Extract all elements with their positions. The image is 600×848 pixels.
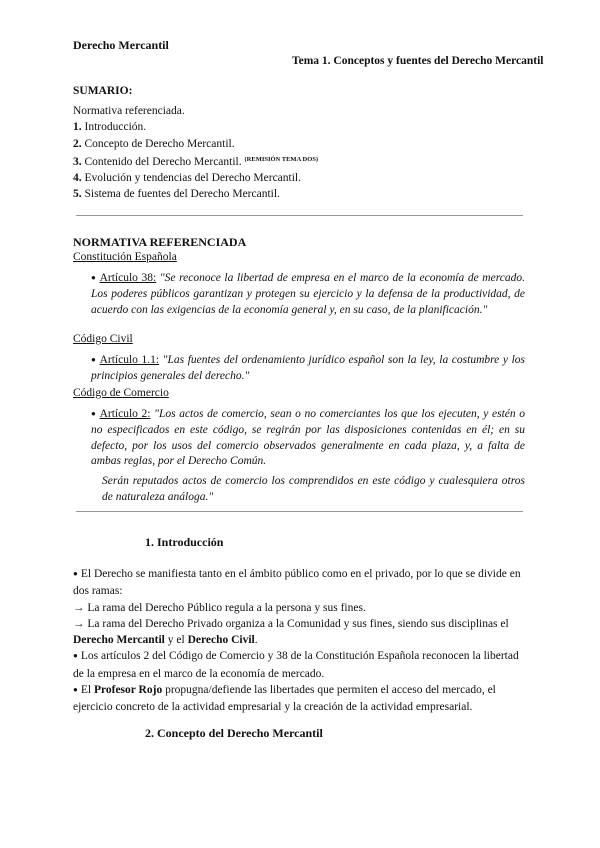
summary-item: 1. Introducción. bbox=[73, 121, 147, 134]
paragraph: ● El Derecho se manifiesta tanto en el ámbito público como en el privado, por lo que se divide en dos ramas: bbox=[73, 568, 521, 598]
paragraph: ● Los artículos 2 del Código de Comercio y 38 de la Constitución Española reconocen la libertad de la empresa en el marco de la economía de mercado. bbox=[73, 650, 519, 680]
bullet-icon: ● bbox=[91, 355, 97, 364]
bullet-icon: ● bbox=[91, 409, 97, 418]
source-label: Código de Comercio bbox=[73, 387, 169, 399]
arrow-icon: → bbox=[73, 617, 85, 630]
bullet-icon: ● bbox=[73, 569, 78, 578]
article-label: Artículo 2: bbox=[99, 408, 151, 420]
document-topic: Tema 1. Conceptos y fuentes del Derecho Mercantil bbox=[292, 55, 544, 67]
source-label: Código Civil bbox=[73, 333, 133, 345]
bullet-icon: ● bbox=[91, 273, 97, 282]
normativa-title: NORMATIVA REFERENCIADA bbox=[73, 235, 247, 249]
article-label: Artículo 1.1: bbox=[99, 354, 160, 366]
source-label: Constitución Española bbox=[73, 251, 177, 263]
paragraph: ● El Profesor Rojo propugna/defiende las libertades que permiten el acceso del mercado, el ejercicio concreto de la actividad empresarial y la creación de la actividad empresarial. bbox=[73, 684, 496, 714]
intro-body bbox=[73, 566, 528, 716]
section-heading: 2. Concepto del Derecho Mercantil bbox=[145, 726, 323, 740]
summary-note: (REMISIÓN TEMA DOS) bbox=[244, 155, 319, 163]
arrow-icon: → bbox=[73, 601, 85, 614]
quote-continuation: Serán reputados actos de comercio los comprendidos en este código y cualesquiera otros de naturaleza análoga." bbox=[102, 475, 525, 503]
divider bbox=[76, 511, 523, 512]
summary-title: SUMARIO: bbox=[73, 85, 133, 97]
summary-list bbox=[73, 103, 533, 203]
summary-item: 3. Contenido del Derecho Mercantil. $^{(REMISIÓN TEMA DOS)}$ bbox=[73, 155, 319, 168]
quote-block: ● Artículo 1.1: "Las fuentes del ordenamiento jurídico español son la ley, la costumbre y los principios generales del derecho." bbox=[91, 354, 526, 382]
section-heading: 1. Introducción bbox=[145, 535, 224, 549]
summary-item: 5. Sistema de fuentes del Derecho Mercantil. bbox=[73, 188, 280, 201]
paragraph: → La rama del Derecho Público regula a la persona y sus fines. bbox=[73, 601, 366, 614]
summary-item: Normativa referenciada. bbox=[73, 105, 185, 117]
bullet-icon: ● bbox=[73, 685, 78, 695]
bullet-icon: ● bbox=[73, 651, 78, 661]
quote-block: ● Artículo 38: "Se reconoce la libertad de empresa en el marco de la economía de mercado. Los poderes públicos garantizan y protegen su ejercicio y la defensa de la productividad, de acuerdo con las exigencias de la economía general y, en su caso, de la planificación." bbox=[91, 272, 525, 316]
document-subject: Derecho Mercantil bbox=[73, 38, 169, 52]
summary-item: 2. Concepto de Derecho Mercantil. bbox=[73, 137, 235, 150]
article-label: Artículo 38: bbox=[99, 272, 157, 284]
quote-block: ● Artículo 2: "Los actos de comercio, sean o no comerciantes los que los ejecuten, y estén o no especificados en este código, se regirán por las disposiciones contenidas en él; en su defecto, por los usos del comercio observados generalmente en cada plaza, y, a falta de ambas reglas, por el Derecho Común. Serán reputados actos de comercio los comprendidos en este código y cualesquiera otros de naturaleza análoga." bbox=[91, 407, 525, 506]
summary-item: 4. Evolución y tendencias del Derecho Mercantil. bbox=[73, 172, 302, 185]
paragraph: → La rama del Derecho Privado organiza a la Comunidad y sus fines, siendo sus disciplinas el Derecho Mercantil y el Derecho Civil. bbox=[73, 617, 509, 647]
divider bbox=[76, 215, 523, 216]
